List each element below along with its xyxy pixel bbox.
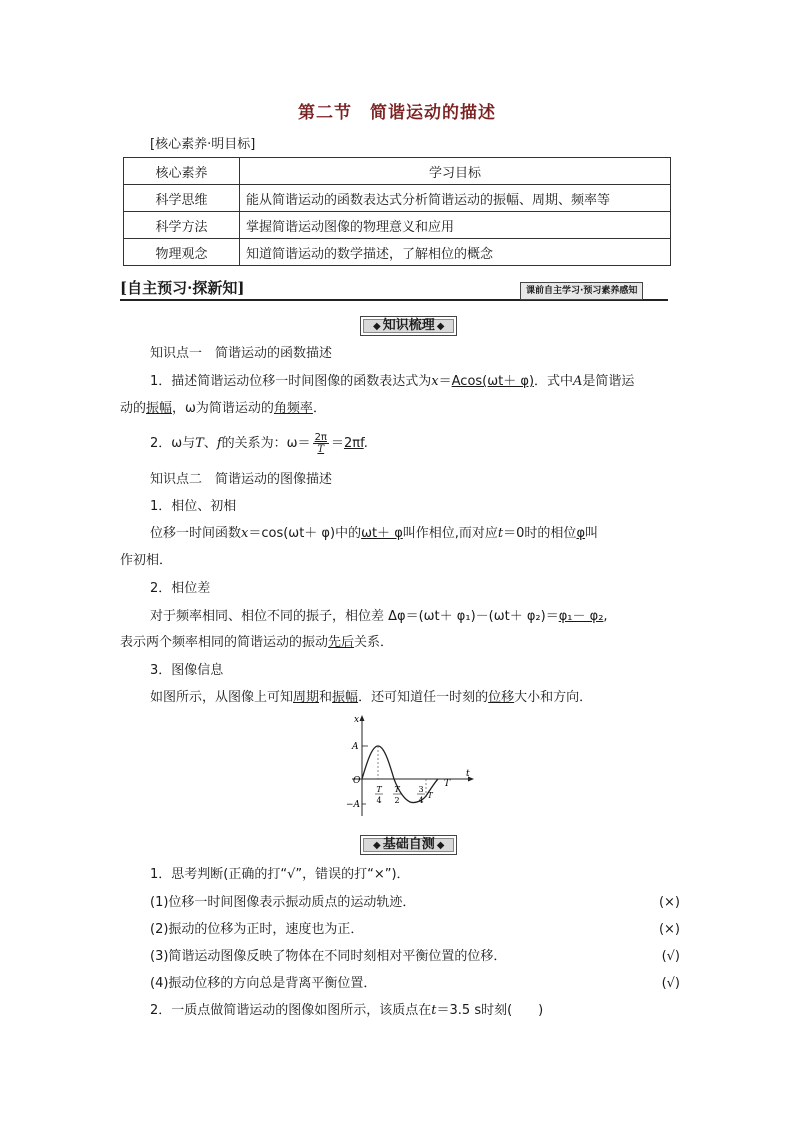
item-answer: (×) — [658, 895, 680, 910]
badge-char: 测 — [421, 837, 435, 852]
origin-label: O — [353, 776, 361, 786]
x-axis-label: t — [466, 769, 470, 779]
text: 位移一时间函数 — [150, 526, 242, 541]
section-title: [自主预习·探新知] — [120, 279, 245, 297]
basic-self-test-badge: ◆ 基础自测 ◆ — [360, 835, 457, 855]
kp2-sub2: 2．相位差 — [150, 581, 211, 596]
table-header-row — [124, 158, 671, 185]
answer-underlined: 先后 — [328, 635, 355, 650]
kp1-line3 — [120, 432, 710, 455]
answer-underlined: ωt＋ φ — [361, 526, 403, 541]
text: 关系． — [354, 635, 394, 650]
badge-char: 梳 — [408, 318, 422, 333]
test-q1: 1．思考判断(正确的打“√”，错误的打“×”)． — [150, 867, 410, 882]
badge-char: 知 — [382, 318, 396, 333]
text: 叫 — [585, 526, 599, 541]
badge-char: 础 — [395, 837, 409, 852]
badge-char: 自 — [408, 837, 422, 852]
text: ＝0时的相位 — [503, 526, 577, 541]
text: 叫作相位,而对应 — [402, 526, 498, 541]
text: ，ω为简谐运动的 — [172, 401, 274, 416]
tick-label-T2-num: T — [394, 785, 400, 794]
tick-label-3T4-T: T — [427, 791, 433, 800]
answer-underlined: 振幅 — [332, 690, 359, 705]
kp2-sub1: 1．相位、初相 — [150, 499, 237, 514]
answer-underlined: 振幅 — [146, 401, 173, 416]
text: 是简谐运 — [582, 374, 635, 389]
text: 和 — [319, 690, 333, 705]
kp1-line1 — [120, 372, 710, 392]
table-cell: 掌握简谐运动图像的物理意义和应用 — [240, 212, 671, 239]
badge-char: 理 — [421, 318, 435, 333]
item-text: (2)振动的位移为正时，速度也为正． — [150, 922, 364, 937]
var-t: t — [497, 526, 504, 541]
item-answer: (√) — [661, 949, 680, 964]
knowledge-summary-badge: ◆ 知识梳理 ◆ — [360, 316, 457, 336]
test-item — [120, 920, 680, 940]
text: ．还可知道任一时刻的 — [358, 690, 489, 705]
text: 如图所示，从图像上可知 — [150, 690, 294, 705]
text: ＝3.5 s时刻( ) — [436, 1003, 544, 1018]
text: ． — [312, 401, 326, 416]
text: ＝ — [438, 374, 452, 389]
text: 1．描述简谐运动位移一时间图像的函数表达式为 — [150, 374, 432, 389]
text: 的关系为：ω＝ — [221, 436, 311, 451]
kp1-heading: 知识点一 简谐运动的函数描述 — [150, 346, 333, 361]
test-item — [120, 893, 680, 913]
text: . — [363, 436, 368, 451]
table-header: 学习目标 — [240, 158, 671, 185]
var-f: f — [216, 436, 222, 451]
text: 大小和方向． — [514, 690, 593, 705]
fraction — [313, 432, 329, 455]
table-header: 核心素养 — [124, 158, 240, 185]
badge-char: 识 — [395, 318, 409, 333]
text: 2．ω与 — [150, 436, 196, 451]
item-answer: (√) — [661, 976, 680, 991]
test-item — [120, 974, 680, 994]
goals-table — [123, 157, 671, 266]
fraction-denominator: T — [317, 444, 325, 455]
answer-underlined: 位移 — [488, 690, 515, 705]
page-title: 第二节 简谐运动的描述 — [298, 103, 496, 123]
kp2-sub3: 3．图像信息 — [150, 663, 224, 678]
kp2-para2 — [120, 607, 710, 627]
section-tag: 课前自主学习·预习素养感知 — [520, 282, 643, 300]
badge-char: 基 — [382, 837, 396, 852]
test-q2 — [120, 1001, 710, 1021]
var-A: A — [573, 374, 583, 389]
formula-underlined: Acos(ωt＋ φ) — [451, 374, 535, 389]
tick-label-T4-num: T — [376, 785, 382, 794]
test-item — [120, 947, 680, 967]
text: 对于频率相同、相位不同的振子，相位差 Δφ＝(ωt＋ φ₁)－(ωt＋ φ₂)＝ — [150, 609, 559, 624]
kp1-line2 — [120, 399, 680, 419]
kp2-para3 — [120, 688, 710, 708]
answer-underlined: φ₁－ φ₂ — [558, 609, 604, 624]
table-cell: 物理观念 — [124, 239, 240, 266]
text: 2．一质点做简谐运动的图像如图所示，该质点在 — [150, 1003, 432, 1018]
table-row — [124, 185, 671, 212]
table-cell: 科学思维 — [124, 185, 240, 212]
y-axis-label: x — [354, 715, 360, 725]
item-text: (4)振动位移的方向总是背离平衡位置． — [150, 976, 377, 991]
amplitude-label: A — [352, 742, 359, 752]
text: 、 — [203, 436, 217, 451]
table-row — [124, 239, 671, 266]
item-text: (1)位移一时间图像表示振动质点的运动轨迹． — [150, 895, 416, 910]
var-t: t — [431, 1003, 437, 1018]
item-text: (3)简谐运动图像反映了物体在不同时刻相对平衡位置的位移． — [150, 949, 507, 964]
var-T: T — [195, 436, 204, 451]
table-row — [124, 212, 671, 239]
text: ＝cos(ωt＋ φ)中的 — [248, 526, 362, 541]
var-x: x — [431, 374, 439, 389]
table-cell: 能从简谐运动的函数表达式分析简谐运动的振幅、周期、频率等 — [240, 185, 671, 212]
text: 动的 — [120, 401, 147, 416]
kp2-heading: 知识点二 简谐运动的图像描述 — [150, 472, 333, 487]
answer-underlined: 2πf — [343, 436, 364, 451]
kp2-para1-cont: 作初相． — [120, 553, 173, 568]
text: ＝ — [330, 436, 344, 451]
kp2-para2-cont — [120, 633, 680, 653]
text: , — [603, 609, 608, 624]
tick-label-T4-den: 4 — [376, 796, 382, 805]
text: ．式中 — [534, 374, 574, 389]
tick-label-3T4-num: 3 — [418, 785, 424, 794]
kp2-para1 — [120, 524, 710, 544]
answer-underlined: φ — [576, 526, 586, 541]
fraction-numerator: 2π — [314, 432, 327, 443]
var-x: x — [241, 526, 249, 541]
table-cell: 科学方法 — [124, 212, 240, 239]
y-axis-arrow — [360, 715, 365, 721]
sine-graph — [340, 712, 480, 824]
answer-underlined: 周期 — [293, 690, 320, 705]
neg-amplitude-label: −A — [346, 800, 361, 810]
table-cell: 知道简谐运动的数学描述，了解相位的概念 — [240, 239, 671, 266]
tick-label-3T4-den: 4 — [418, 796, 424, 805]
tick-label-T2-den: 2 — [394, 796, 400, 805]
answer-underlined: 角频率 — [273, 401, 313, 416]
core-literacy-label: [核心素养·明目标] — [150, 137, 256, 152]
text: 表示两个频率相同的简谐运动的振动 — [120, 635, 329, 650]
period-label: T — [444, 779, 451, 789]
item-answer: (×) — [658, 922, 680, 937]
